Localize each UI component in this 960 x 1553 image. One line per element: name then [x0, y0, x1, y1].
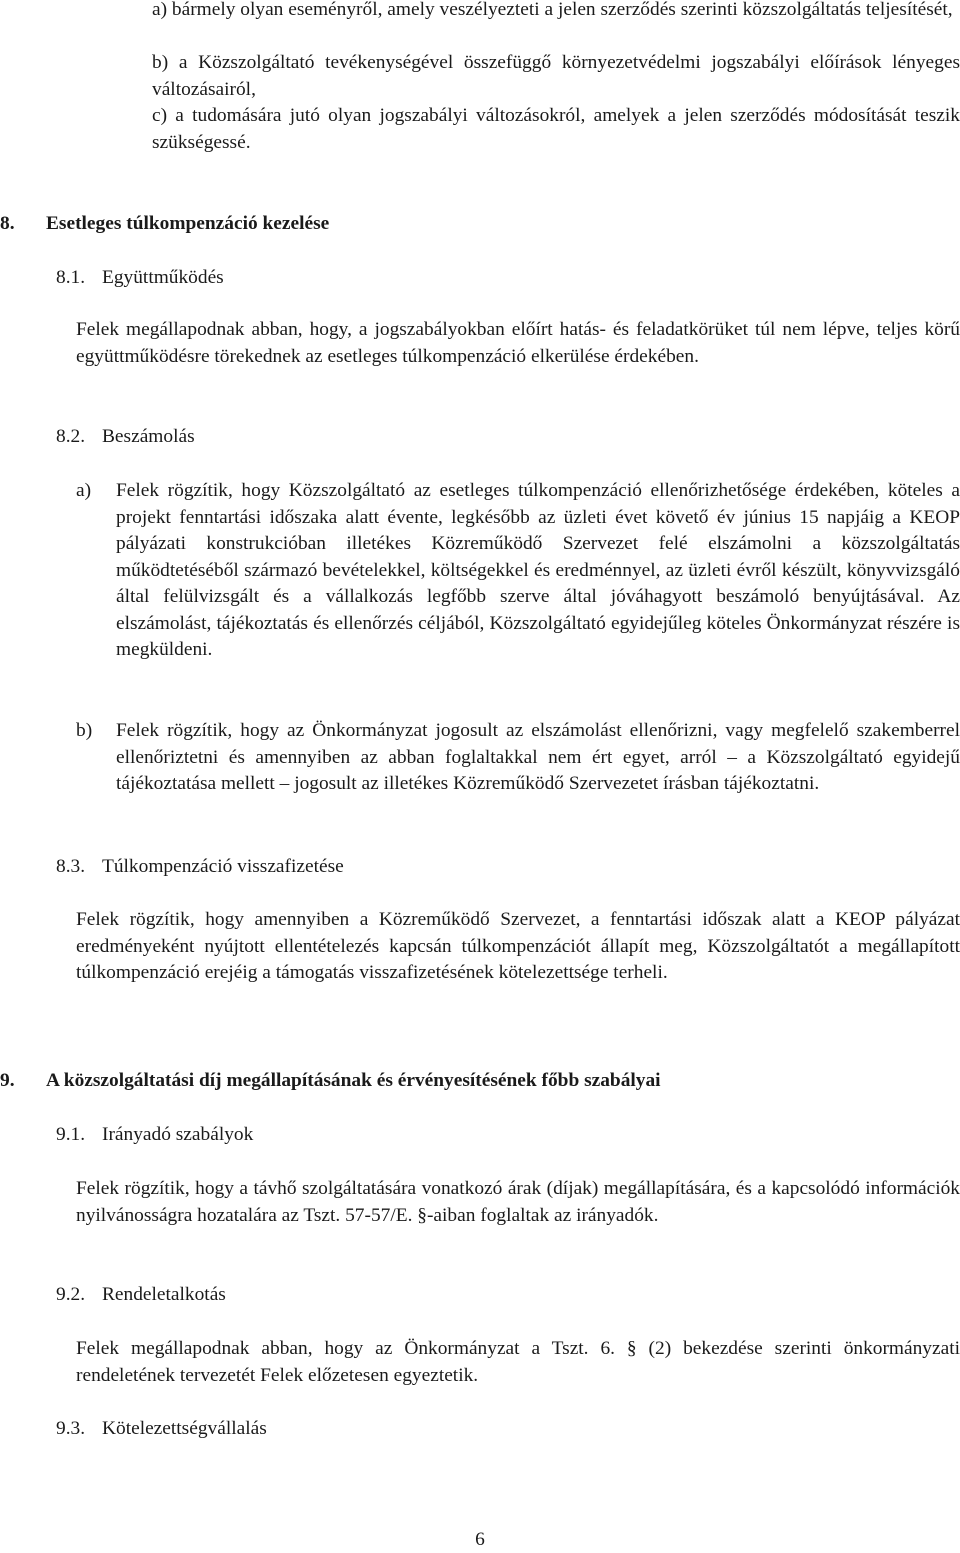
subsection-8-3-number: 8.3.: [56, 856, 86, 877]
subsection-9-3-heading: [56, 1416, 267, 1443]
top-item-b: b) a Közszolgáltató tevékenységével összefüggő környezetvédelmi jogszabályi előírások lényeges változásairól,: [152, 52, 960, 100]
subsection-9-2-text: Felek megállapodnak abban, hogy az Önkormányzat a Tszt. 6. § (2) bekezdése szerinti önkormányzati rendeletének tervezetét Felek előzetesen egyeztetik.: [76, 1338, 960, 1386]
subsection-8-1-heading: [56, 265, 224, 292]
subsection-8-3-heading: [56, 854, 344, 881]
section-9-number: 9.: [0, 1070, 15, 1091]
subsection-9-1-title: Irányadó szabályok: [102, 1124, 254, 1145]
subsection-9-2-number: 9.2.: [56, 1284, 86, 1305]
subsection-9-1-number: 9.1.: [56, 1124, 86, 1145]
subsection-8-3-text: Felek rögzítik, hogy amennyiben a Közreműködő Szervezet, a fenntartási időszak alatt a KEOP pályázat eredményeként nyújtott ellentételezés kapcsán túlkompenzációt állapít meg, Közszolgáltatót a megállapított túlkompenzáció erejéig a támogatás visszafizetésének kötelezettsége terheli.: [76, 909, 960, 983]
section-8-heading: [0, 211, 329, 238]
top-item-c: c) a tudomására jutó olyan jogszabályi változásokról, amelyek a jelen szerződés módosítását teszik szükségessé.: [152, 105, 960, 153]
section-8-title: Esetleges túlkompenzáció kezelése: [46, 213, 330, 234]
subsection-9-3-title: Kötelezettségvállalás: [102, 1418, 267, 1439]
subsection-8-3-title: Túlkompenzáció visszafizetése: [102, 856, 344, 877]
section-9-heading: [0, 1068, 661, 1095]
subsection-9-1-heading: [56, 1122, 253, 1149]
subsection-9-2-heading: [56, 1282, 226, 1309]
subsection-8-2-number: 8.2.: [56, 426, 86, 447]
subsection-9-1-text: Felek rögzítik, hogy a távhő szolgáltatására vonatkozó árak (díjak) megállapítására, és a kapcsolódó információk nyilvánosságra hozatalára az Tszt. 57-57/E. §-aiban foglaltak az irányadók.: [76, 1178, 960, 1226]
list-item-label: a): [76, 480, 92, 501]
subsection-9-3-number: 9.3.: [56, 1418, 86, 1439]
subsection-8-2-heading: [56, 424, 195, 451]
subsection-8-2-title: Beszámolás: [102, 426, 195, 447]
subsection-8-1-text: Felek megállapodnak abban, hogy, a jogszabályokban előírt hatás- és feladatkörüket túl nem lépve, teljes körű együttműködésre törekednek az esetleges túlkompenzáció elkerülése érdekében.: [76, 319, 960, 367]
section-9-title: A közszolgáltatási díj megállapításának és érvényesítésének főbb szabályai: [46, 1070, 661, 1091]
list-item-text: Felek rögzítik, hogy Közszolgáltató az esetleges túlkompenzáció ellenőrizhetősége érdekében, köteles a projekt fenntartási időszaka alatt évente, legkésőbb az üzleti évet követő év június 15 napjáig a KEOP pályázati konstrukcióban illetékes Közreműködő Szervezet felé elszámolni a közszolgáltatás működtetéséből származó bevételekkel, költségekkel és eredménnyel, az üzleti évről készült, könyvvizsgáló által felülvizsgált és a vállalkozás legfőbb szerve által jóváhagyott beszámoló benyújtásával. Az elszámolást, tájékoztatás és ellenőrzés céljából, Közszolgáltató egyidejűleg köteles Önkormányzat részére is megküldeni.: [116, 480, 960, 660]
section-8-number: 8.: [0, 213, 15, 234]
page-number: 6: [475, 1529, 485, 1550]
subsection-8-1-title: Együttműködés: [102, 267, 224, 288]
top-item-a: a) bármely olyan eseményről, amely veszélyezteti a jelen szerződés szerinti közszolgáltatás teljesítését,: [152, 0, 953, 20]
list-item-label: b): [76, 720, 93, 741]
subsection-9-2-title: Rendeletalkotás: [102, 1284, 226, 1305]
list-item-text: Felek rögzítik, hogy az Önkormányzat jogosult az elszámolást ellenőrizni, vagy megfelelő szakemberrel ellenőriztetni és amennyiben az abban foglaltakkal nem ért egyet, arról – a Közszolgáltató egyidejű tájékoztatása mellett – jogosult az illetékes Közreműködő Szervezetet írásban tájékoztatni.: [116, 720, 960, 794]
subsection-8-1-number: 8.1.: [56, 267, 86, 288]
